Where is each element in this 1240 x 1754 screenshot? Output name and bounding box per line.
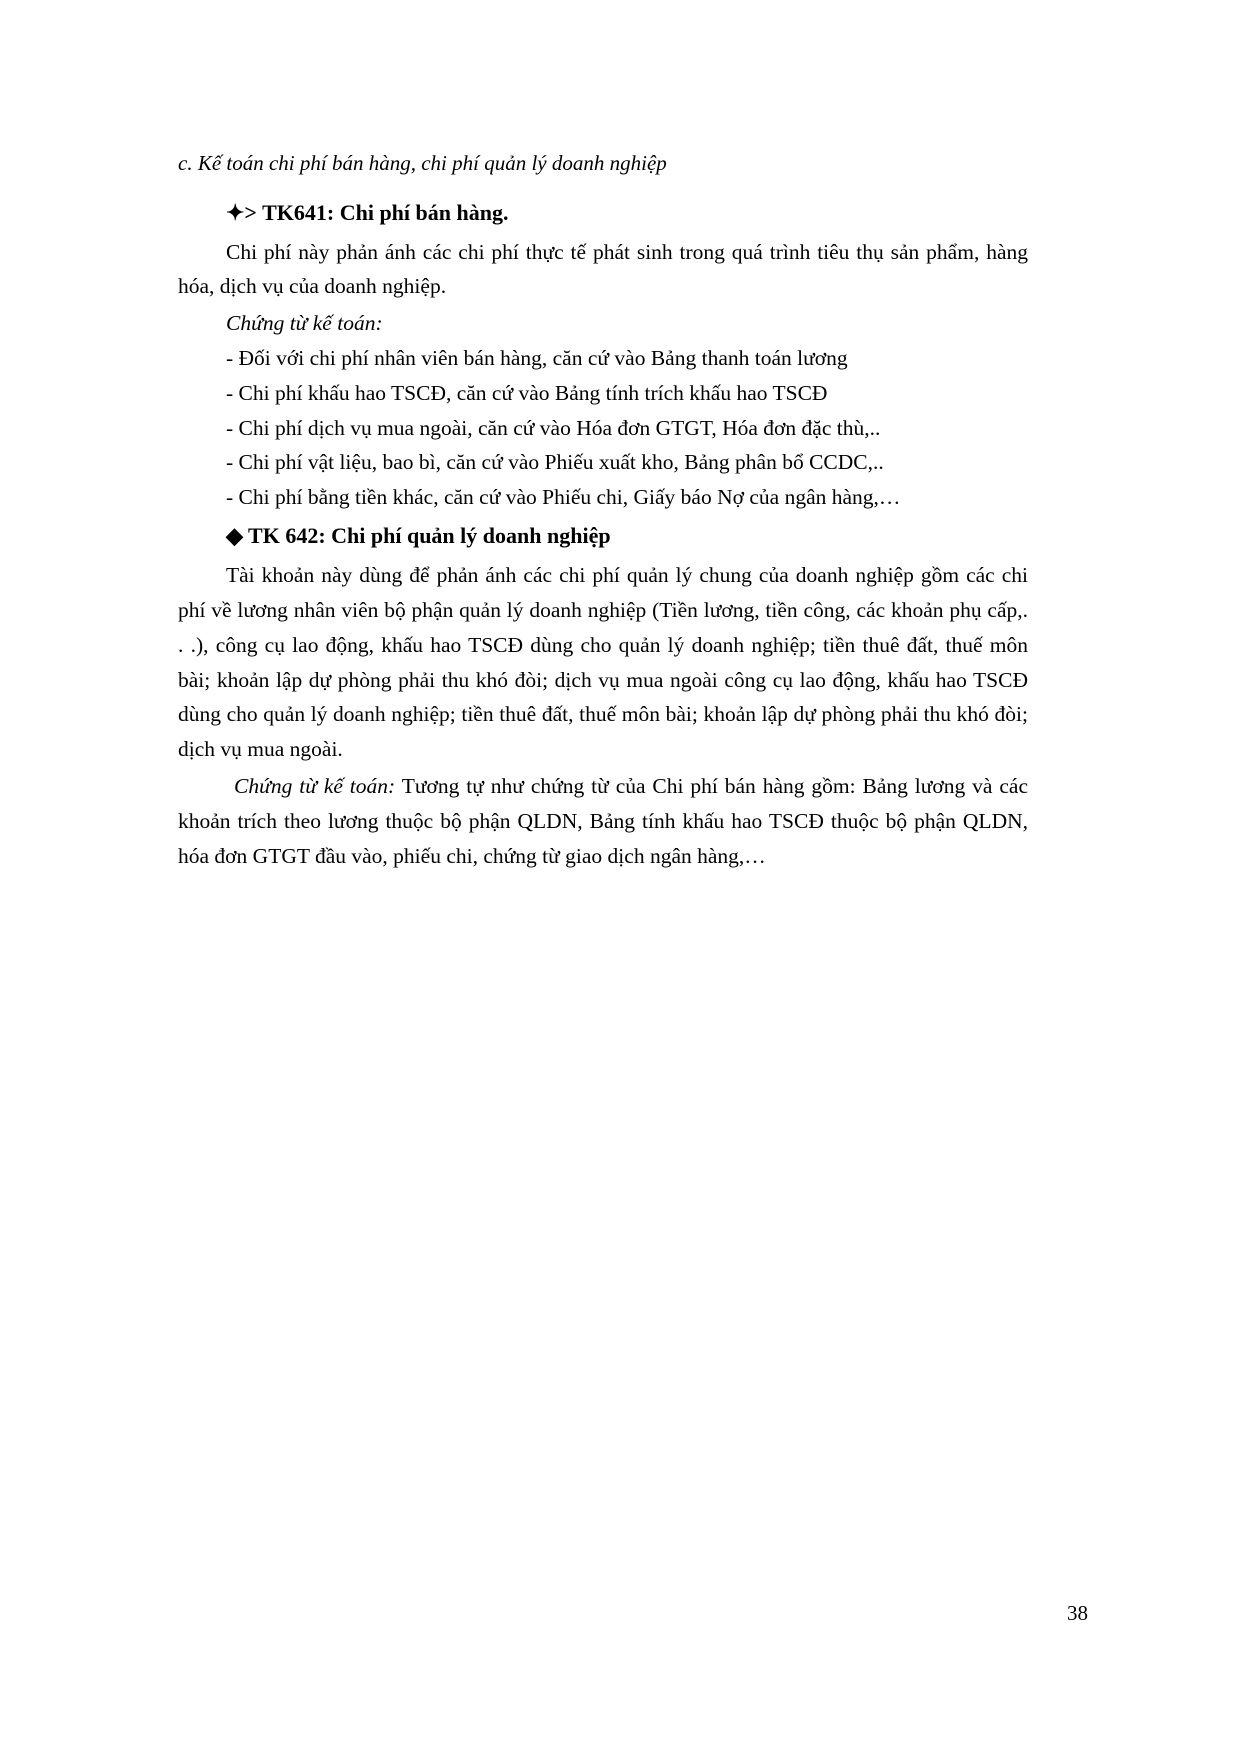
list-item: - Đối với chi phí nhân viên bán hàng, căn cứ vào Bảng thanh toán lương bbox=[226, 345, 848, 370]
tk642-intro-paragraph: Tài khoản này dùng để phản ánh các chi phí quản lý chung của doanh nghiệp gồm các chi phí về lương nhân viên bộ phận quản lý doanh nghiệp (Tiền lương, tiền công, các khoản phụ cấp,. . .), công cụ lao động, khấu hao TSCĐ dùng cho quản lý doanh nghiệp; tiền thuê đất, thuế môn bài; khoản lập dự phòng phải thu khó đòi; dịch vụ mua ngoài công cụ lao động, khấu hao TSCĐ dùng cho quản lý doanh nghiệp; tiền thuê đất, thuế môn bài; khoản lập dự phòng phải thu khó đòi; dịch vụ mua ngoài. bbox=[178, 563, 1028, 762]
list-item: - Chi phí khấu hao TSCĐ, căn cứ vào Bảng tính trích khấu hao TSCĐ bbox=[226, 380, 828, 405]
list-item: - Chi phí vật liệu, bao bì, căn cứ vào Phiếu xuất kho, Bảng phân bổ CCDC,.. bbox=[226, 450, 884, 475]
page-content bbox=[178, 148, 1028, 874]
section-heading: c. Kế toán chi phí bán hàng, chi phí quản lý doanh nghiệp bbox=[178, 151, 667, 175]
tk641-intro-paragraph: Chi phí này phản ánh các chi phí thực tế phát sinh trong quá trình tiêu thụ sản phẩm, hàng hóa, dịch vụ của doanh nghiệp. bbox=[178, 239, 1028, 299]
list-item: - Chi phí dịch vụ mua ngoài, căn cứ vào Hóa đơn GTGT, Hóa đơn đặc thù,.. bbox=[226, 415, 881, 440]
diamond-icon: ◆ bbox=[226, 523, 243, 549]
tk641-heading bbox=[178, 196, 1028, 229]
tk642-vouchers-label: Chứng từ kế toán: bbox=[234, 774, 396, 799]
page-number: 38 bbox=[1067, 1601, 1088, 1625]
tk642-vouchers-text: Tương tự như chứng từ của Chi phí bán hàng gồm: Bảng lương và các khoản trích theo lương thuộc bộ phận QLDN, Bảng tính khấu hao TSCĐ thuộc bộ phận QLDN, hóa đơn GTGT đầu vào, phiếu chi, chứng từ giao dịch ngân hàng,… bbox=[178, 774, 1028, 868]
tk642-vouchers-paragraph bbox=[178, 769, 1028, 873]
list-item: - Chi phí bằng tiền khác, căn cứ vào Phiếu chi, Giấy báo Nợ của ngân hàng,… bbox=[226, 485, 901, 510]
tk642-heading bbox=[178, 519, 1028, 552]
tk642-heading-label: TK 642: Chi phí quản lý doanh nghiệp bbox=[248, 523, 611, 549]
diamond-arrow-icon: ✦> bbox=[226, 199, 257, 225]
tk641-heading-label: TK641: Chi phí bán hàng. bbox=[262, 199, 509, 225]
tk641-vouchers-label: Chứng từ kế toán: bbox=[226, 311, 383, 336]
